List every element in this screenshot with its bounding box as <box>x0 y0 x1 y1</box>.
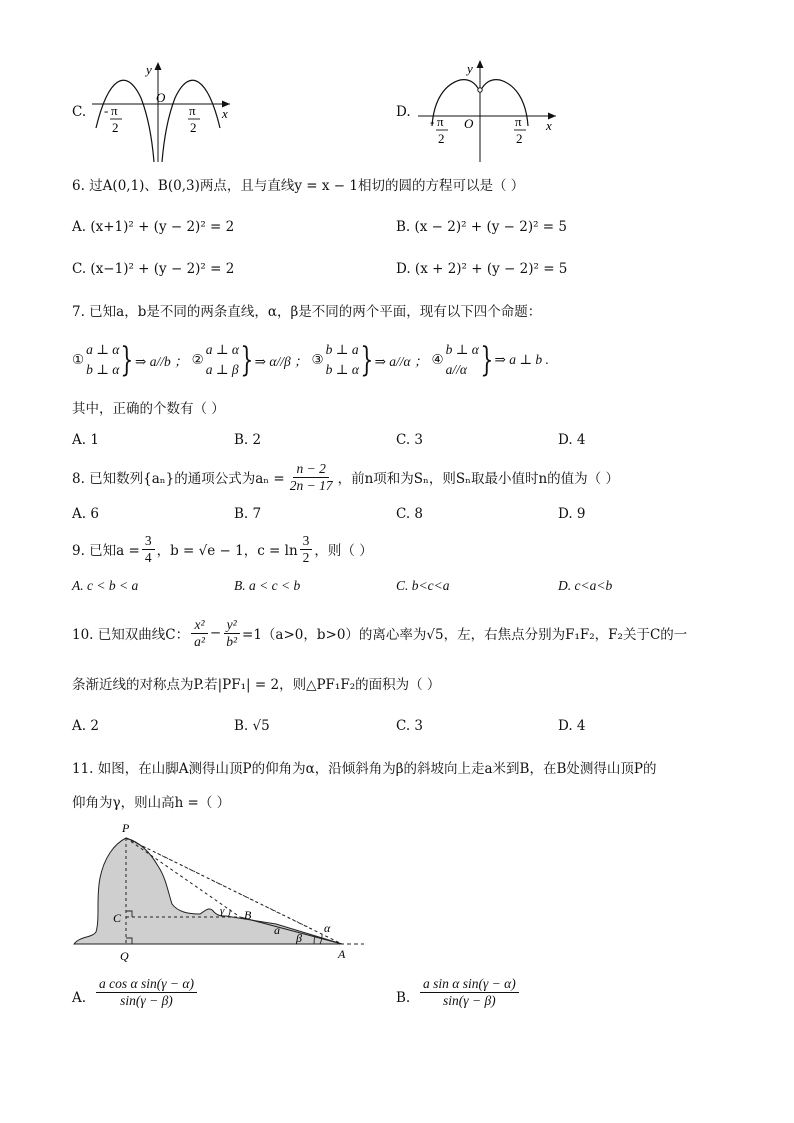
q9-c-fraction <box>300 533 313 566</box>
q9-stem <box>72 530 373 568</box>
q7-p4-bottom: a//α <box>445 362 467 377</box>
q9-option-b: B. a < c < b <box>234 578 301 593</box>
q7-num-4: ④ <box>431 352 444 368</box>
q9-option-a: A. c < b < a <box>72 578 139 593</box>
q11-option-b-label: B. <box>396 990 411 1006</box>
q9-a-den: 4 <box>144 549 152 565</box>
q10-f2-num: y² <box>224 617 240 634</box>
q11-option-b <box>418 976 521 1009</box>
fig-label-q: Q <box>120 949 129 963</box>
q7-p3-result: ⇒ a//α ； <box>374 354 428 369</box>
q7-propositions <box>72 338 549 382</box>
q10-stem-post: =1（a>0，b>0）的离心率为√5，左，右焦点分别为F₁F₂，F₂关于C的一 <box>242 627 688 643</box>
q10-f1-den: a² <box>194 633 205 649</box>
q7-p3-brace: } <box>360 340 374 380</box>
q5-c-origin: O <box>156 90 166 105</box>
q9-stem-post: ，则（ ） <box>314 543 373 559</box>
q6-stem: 6. 过A(0,1)、B(0,3)两点，且与直线y = x − 1相切的圆的方程可以是（ ） <box>72 178 525 194</box>
mountain-shape <box>74 838 342 944</box>
q10-frac-y <box>223 617 240 650</box>
fig-label-alpha: α <box>324 921 331 935</box>
q7-p2-bottom: a ⊥ β <box>205 362 239 377</box>
q7-option-b: B. 2 <box>234 432 262 448</box>
q10-stem-line2: 条渐近线的对称点为P.若|PF₁| = 2，则△PF₁F₂的面积为（ ） <box>72 677 441 693</box>
q7-p3-premises <box>326 340 359 380</box>
q11-b-num: a sin α sin(γ − α) <box>420 976 519 993</box>
q7-p2-brace: } <box>240 340 254 380</box>
q11-option-a <box>94 976 199 1009</box>
q7-option-a: A. 1 <box>72 432 99 448</box>
q8-stem-post: ，前n项和为Sₙ，则Sₙ取最小值时n的值为（ ） <box>337 471 619 487</box>
q6-option-c: C. (x−1)² + (y − 2)² = 2 <box>72 261 235 277</box>
q9-option-c: C. b<c<a <box>396 578 450 593</box>
q7-option-d: D. 4 <box>558 432 586 448</box>
q7-p4-premises <box>446 340 479 380</box>
q7-p4-result: ⇒ a ⊥ b . <box>494 352 549 367</box>
q10-frac-x <box>191 617 208 650</box>
fig-label-b: B <box>244 908 252 922</box>
q5-c-left-two: 2 <box>112 120 119 135</box>
q5-d-axis-y: y <box>467 61 473 76</box>
q7-num-2: ② <box>191 352 204 368</box>
q6-option-a: A. (x+1)² + (y − 2)² = 2 <box>72 219 235 235</box>
q10-option-b: B. √5 <box>234 718 270 734</box>
q8-frac-num: n − 2 <box>293 461 328 478</box>
q7-p3-top: b ⊥ a <box>325 342 359 357</box>
q10-f1-num: x² <box>191 617 207 634</box>
q11-a-num: a cos α sin(γ − α) <box>96 976 197 993</box>
q8-stem <box>72 458 619 496</box>
q8-fraction <box>287 461 336 494</box>
q7-p1-result: ⇒ a//b ； <box>135 354 188 369</box>
q5-c-axis-y: y <box>146 62 152 77</box>
q5-option-c-label: C. <box>72 104 87 120</box>
q7-p2-premises <box>206 340 239 380</box>
q5-d-right-pi: π <box>515 114 522 129</box>
q8-option-c: C. 8 <box>396 506 424 522</box>
q5-d-left-two: 2 <box>438 131 445 146</box>
q10-option-a: A. 2 <box>72 718 99 734</box>
q10-f2-den: b² <box>226 633 238 649</box>
q10-stem-pre: 10. 已知双曲线C： <box>72 627 190 643</box>
q9-c-num: 3 <box>300 533 313 550</box>
q9-a-num: 3 <box>142 533 155 550</box>
q8-frac-den: 2n − 17 <box>289 477 333 493</box>
q5-d-axis-x: x <box>546 118 552 133</box>
q7-p4-brace: } <box>480 340 494 380</box>
fig-label-c: C <box>113 911 122 925</box>
q9-c-den: 2 <box>302 549 310 565</box>
q5-graph-c <box>86 58 236 166</box>
q11-stem-line2: 仰角为γ，则山高h =（ ） <box>72 795 231 811</box>
q7-p1-premises <box>86 340 119 380</box>
q10-stem-line1 <box>72 612 687 654</box>
q7-stem: 7. 已知a，b是不同的两条直线，α，β是不同的两个平面，现有以下四个命题： <box>72 304 542 320</box>
q7-option-c: C. 3 <box>396 432 424 448</box>
q7-num-3: ③ <box>311 352 324 368</box>
q8-stem-pre: 8. 已知数列{aₙ}的通项公式为aₙ = <box>72 471 285 487</box>
q7-p2-result: ⇒ α//β ； <box>254 354 308 369</box>
fig-label-beta: β <box>296 931 302 945</box>
q7-p3-bottom: b ⊥ α <box>325 362 359 377</box>
q5-option-d-label: D. <box>396 104 411 120</box>
q7-question: 其中，正确的个数有（ ） <box>72 401 225 417</box>
q8-option-a: A. 6 <box>72 506 99 522</box>
q10-option-d: D. 4 <box>558 718 586 734</box>
q5-c-right-two: 2 <box>190 120 197 135</box>
q9-a-fraction <box>142 533 155 566</box>
q11-b-fraction <box>420 976 519 1009</box>
q5-d-origin: O <box>464 116 474 131</box>
q7-p4-top: b ⊥ α <box>445 342 479 357</box>
q9-stem-mid: ，b = √e − 1，c = ln <box>156 543 298 559</box>
q5-c-left-pi: π <box>111 103 118 118</box>
q7-num-1: ① <box>72 352 85 368</box>
q8-option-b: B. 7 <box>234 506 262 522</box>
fig-label-a: A <box>338 947 346 961</box>
q6-option-d: D. (x + 2)² + (y − 2)² = 5 <box>396 261 568 277</box>
q5-d-right-two: 2 <box>516 131 523 146</box>
q11-a-fraction <box>96 976 197 1009</box>
q5-graph-d <box>412 58 562 166</box>
fig-label-gamma: γ <box>220 905 225 917</box>
q11-stem-line1: 11. 如图，在山脚A测得山顶P的仰角为α，沿倾斜角为β的斜坡向上走a米到B，在B处测得山顶P的 <box>72 761 657 777</box>
q11-a-den: sin(γ − β) <box>120 993 173 1008</box>
q5-d-minus: - <box>430 114 435 129</box>
q5-c-minus: - <box>104 103 109 118</box>
q6-option-b: B. (x − 2)² + (y − 2)² = 5 <box>396 219 567 235</box>
q11-b-den: sin(γ − β) <box>443 993 496 1008</box>
q5-d-left-pi: π <box>437 114 444 129</box>
q9-option-d: D. c<a<b <box>558 578 613 593</box>
fig-label-p: P <box>122 821 130 835</box>
q11-mountain-figure <box>70 818 370 964</box>
fig-label-segment-a: a <box>274 923 280 937</box>
q8-option-d: D. 9 <box>558 506 586 522</box>
q10-option-c: C. 3 <box>396 718 424 734</box>
q10-minus: − <box>209 625 222 641</box>
q7-p1-top: a ⊥ α <box>86 342 120 357</box>
q11-option-a-label: A. <box>72 990 87 1006</box>
q5-c-axis-x: x <box>222 106 228 121</box>
q5-c-right-pi: π <box>189 103 196 118</box>
q9-stem-pre: 9. 已知a = <box>72 543 140 559</box>
q7-p1-bottom: b ⊥ α <box>86 362 120 377</box>
q7-p2-top: a ⊥ α <box>205 342 240 357</box>
q7-p1-brace: } <box>120 340 134 380</box>
